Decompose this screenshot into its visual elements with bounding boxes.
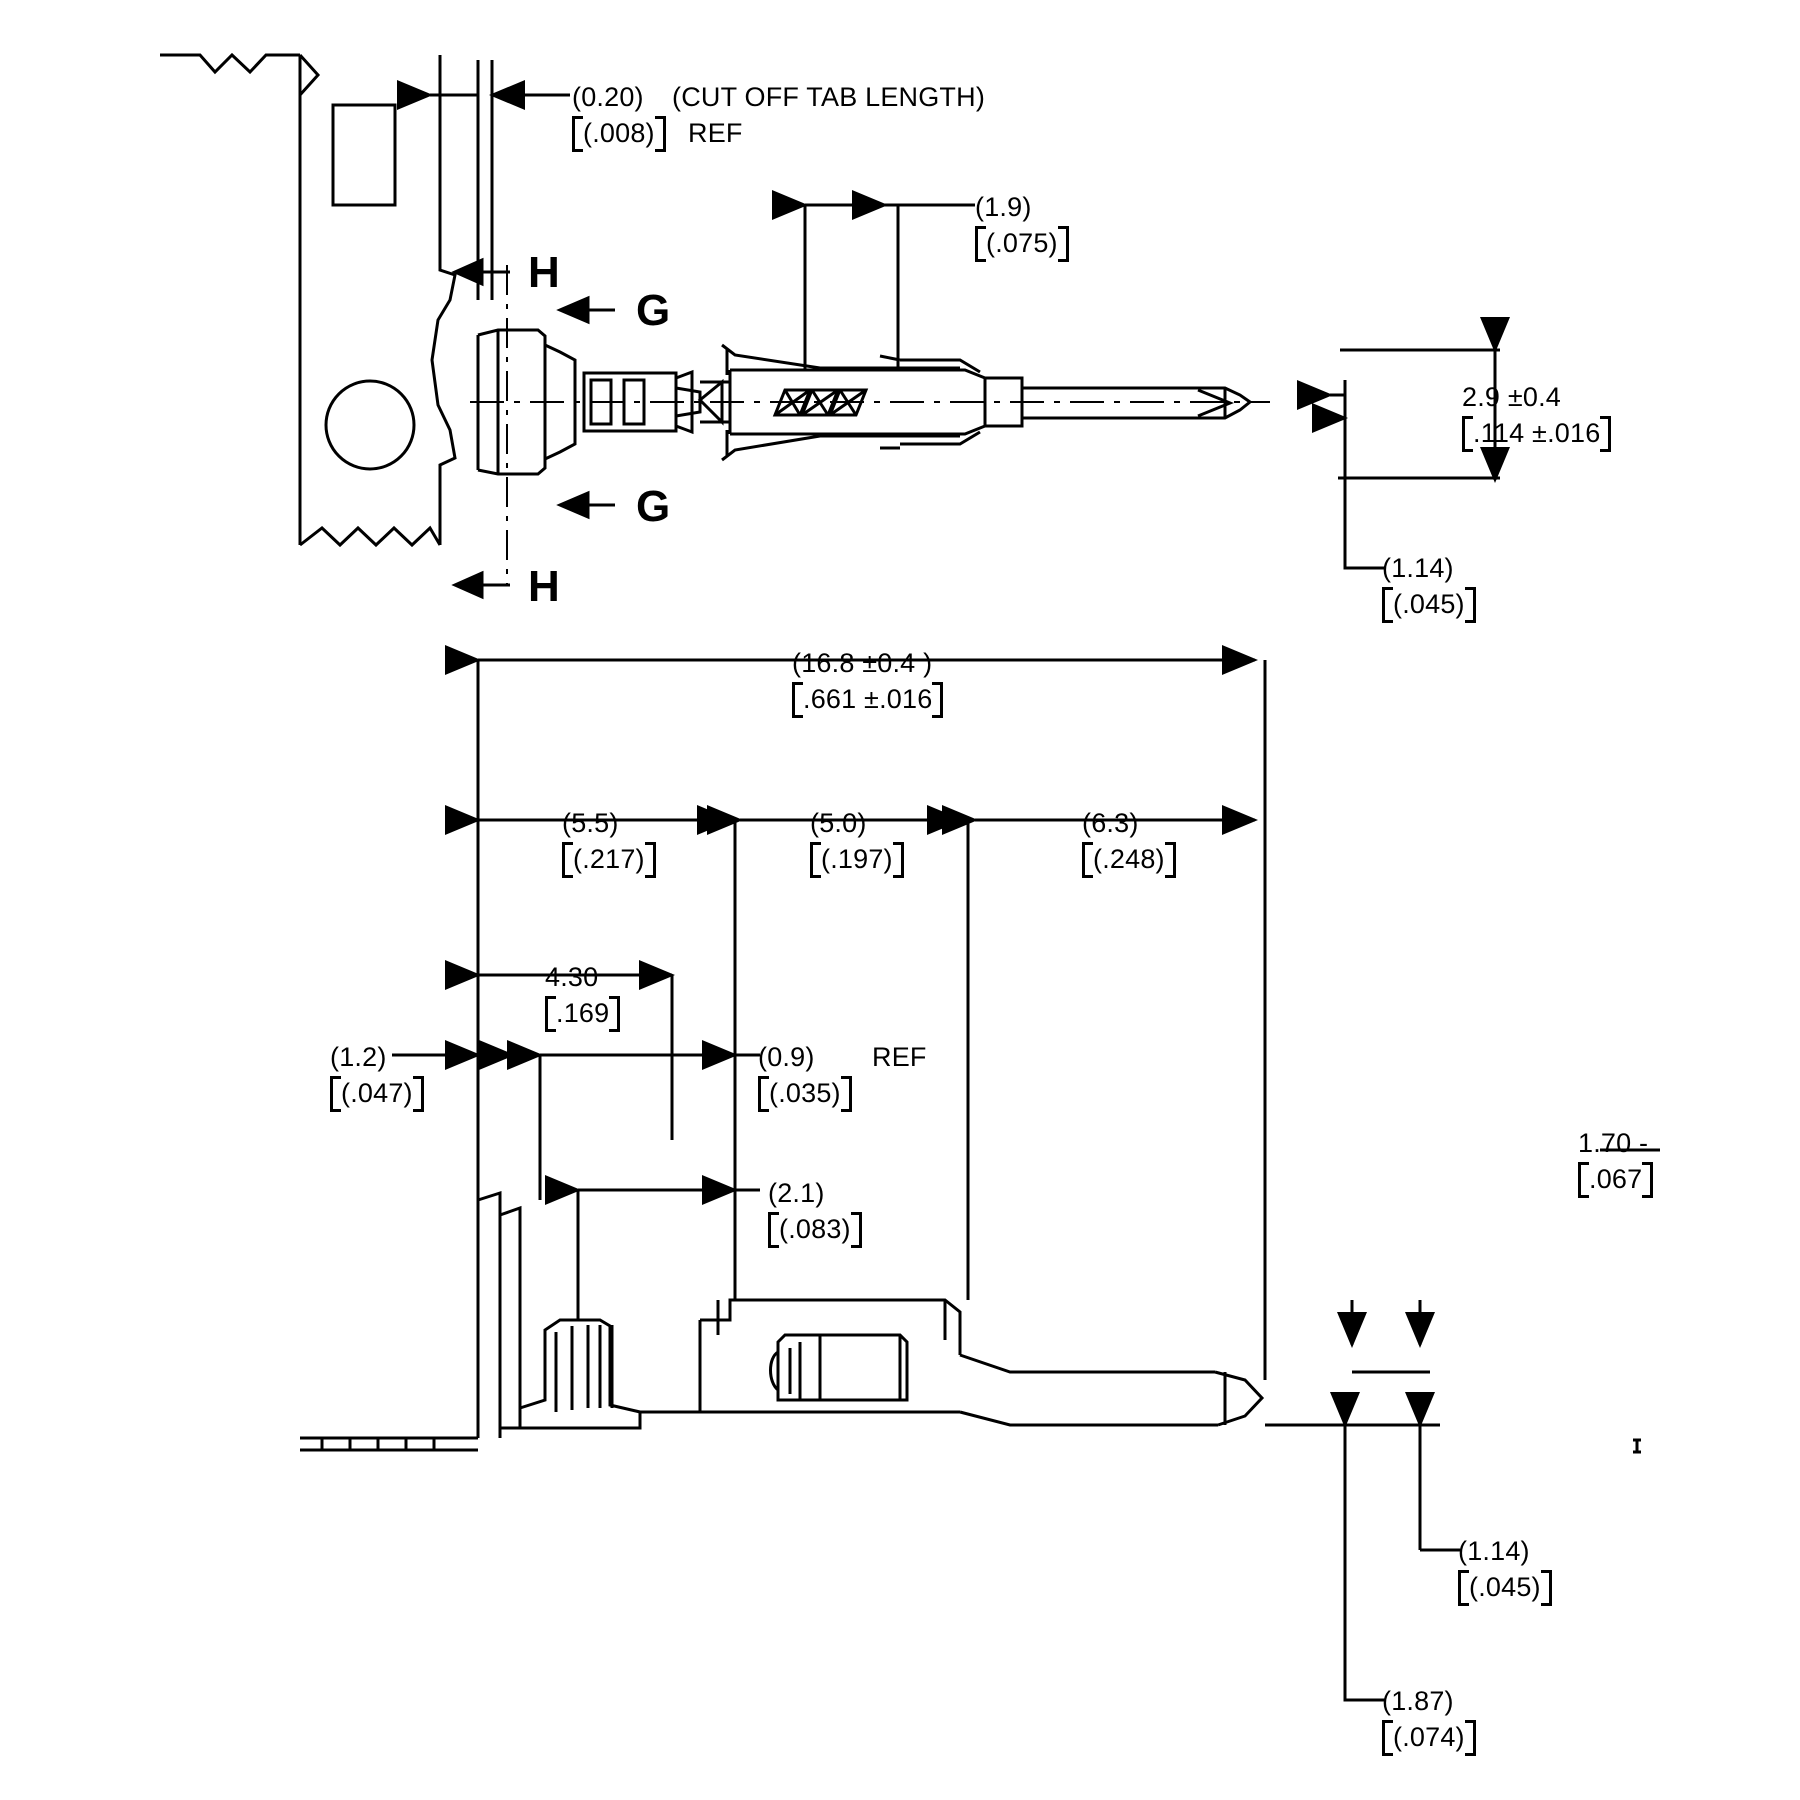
dim-value-mm: (1.2) xyxy=(330,1042,387,1072)
dim-seg-6-3 xyxy=(1082,808,1176,876)
dim-seg-0-9 xyxy=(758,1042,852,1110)
dim-value-inch: .067 xyxy=(1578,1164,1653,1196)
dim-height-1-14-top xyxy=(1382,553,1476,621)
dim-value-mm: (1.9) xyxy=(975,192,1032,222)
note-cut-off-tab: (CUT OFF TAB LENGTH) xyxy=(672,82,986,112)
section-letter-h-bottom: H xyxy=(528,562,560,611)
dim-value-mm: 2.9 ±0.4 xyxy=(1462,382,1561,412)
dim-value-inch: (.035) xyxy=(758,1078,852,1110)
dim-overall-length xyxy=(792,648,943,716)
dim-value-inch: (.074) xyxy=(1382,1722,1476,1754)
dim-value-mm: (0.9) xyxy=(758,1042,815,1072)
dim-value-mm: (5.5) xyxy=(562,808,619,838)
dimension-lines xyxy=(392,95,1660,1700)
dim-value-inch: .114 ±.016 xyxy=(1462,418,1611,450)
dim-height-2-9 xyxy=(1462,382,1611,450)
dim-value-mm: (5.0) xyxy=(810,808,867,838)
section-letter-g-bottom: G xyxy=(636,482,671,531)
dim-seg-1-2 xyxy=(330,1042,424,1110)
dim-seg-4-30 xyxy=(545,962,620,1030)
dim-value-inch: (.008) xyxy=(572,118,666,150)
note-ref-1: REF xyxy=(688,118,743,148)
dim-value-mm: (1.87) xyxy=(1382,1686,1454,1716)
dim-value-mm: (6.3) xyxy=(1082,808,1139,838)
dim-value-mm: (0.20) xyxy=(572,82,644,112)
section-letter-h-top: H xyxy=(528,248,560,297)
dim-value-inch: (.045) xyxy=(1458,1572,1552,1604)
dim-tab-width-1-9 xyxy=(975,192,1069,260)
dim-value-mm: 1.70 - xyxy=(1578,1128,1649,1158)
dim-value-mm: (1.14) xyxy=(1458,1536,1530,1566)
dim-value-inch: (.047) xyxy=(330,1078,424,1110)
dim-value-inch: (.217) xyxy=(562,844,656,876)
note-ref-2: REF xyxy=(872,1042,927,1072)
section-letter-g-top: G xyxy=(636,286,671,335)
dim-value-inch: .169 xyxy=(545,998,620,1030)
dim-thickness-1-70 xyxy=(1578,1128,1653,1196)
dim-height-1-14-bottom xyxy=(1458,1536,1552,1604)
dim-value-inch: (.197) xyxy=(810,844,904,876)
dim-seg-2-1 xyxy=(768,1178,862,1246)
dim-height-1-87 xyxy=(1382,1686,1476,1754)
dim-value-inch: .661 ±.016 xyxy=(792,684,943,716)
dim-value-mm: 4.30 xyxy=(545,962,599,992)
dim-value-mm: (1.14) xyxy=(1382,553,1454,583)
dim-value-mm: (2.1) xyxy=(768,1178,825,1208)
dim-value-inch: (.045) xyxy=(1382,589,1476,621)
dim-value-inch: (.083) xyxy=(768,1214,862,1246)
dim-value-inch: (.075) xyxy=(975,228,1069,260)
dim-cut-off-tab-length xyxy=(572,82,666,150)
dim-seg-5-5 xyxy=(562,808,656,876)
dim-value-mm: (16.8 ±0.4 ) xyxy=(792,648,933,678)
dim-value-inch: (.248) xyxy=(1082,844,1176,876)
carrier-strip xyxy=(160,55,455,545)
dim-seg-5-0 xyxy=(810,808,904,876)
